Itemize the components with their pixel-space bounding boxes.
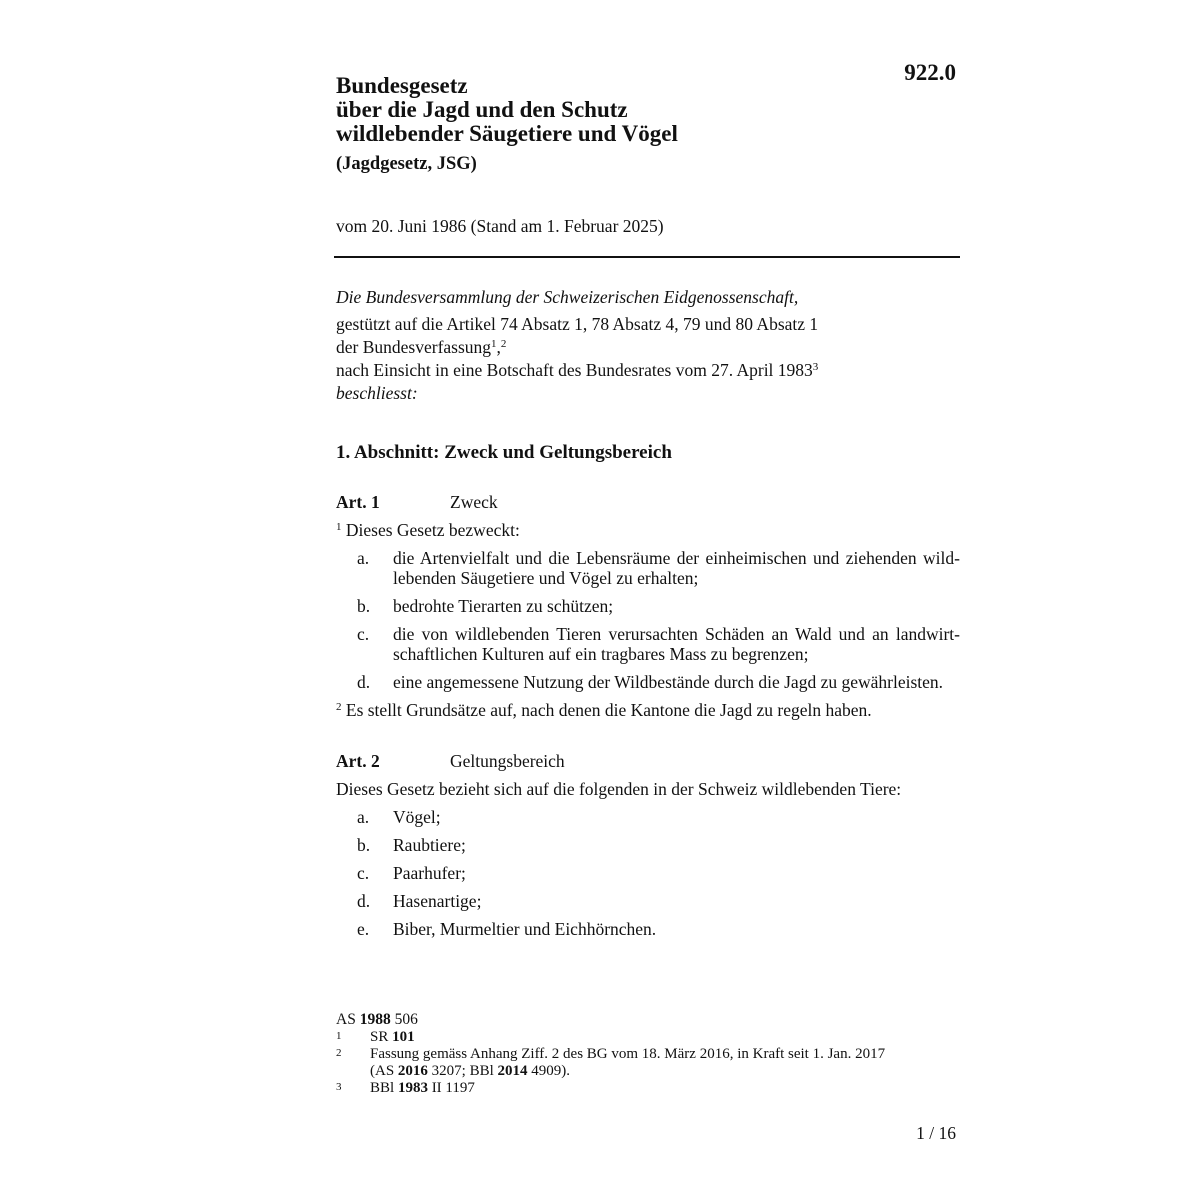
fn1-prefix: SR [370, 1029, 393, 1045]
list-letter: b. [357, 835, 371, 855]
list-item [336, 863, 960, 883]
list-text: Raubtiere; [393, 835, 466, 855]
list-text: eine angemessene Nutzung der Wildbestände durch die Jagd zu gewährleisten. [393, 672, 944, 692]
footnote-number: 3 [336, 1081, 342, 1093]
footnotes [336, 1011, 956, 1097]
fn2-line-2 [370, 1063, 956, 1080]
footnote-number: 1 [336, 1030, 342, 1042]
sr-number: 922.0 [904, 60, 956, 85]
article-1-title: Zweck [450, 492, 498, 512]
list-text: Paarhufer; [393, 863, 466, 883]
short-title: (Jagdgesetz, JSG) [336, 154, 477, 174]
date-line: vom 20. Juni 1986 (Stand am 1. Februar 2025) [336, 216, 664, 236]
list-item [336, 624, 960, 664]
paragraph-text: Dieses Gesetz bezweckt: [341, 520, 520, 540]
list-item [336, 919, 960, 939]
fn3-part: BBl [370, 1080, 398, 1096]
as-year: 1988 [359, 1011, 391, 1028]
list-letter: c. [357, 624, 370, 644]
article-1-paragraph-2 [336, 700, 960, 720]
fn2-part: (AS [370, 1063, 398, 1079]
section-heading: 1. Abschnitt: Zweck und Geltungsbereich [336, 442, 672, 463]
list-item [336, 548, 960, 588]
list-text: die von wildlebenden Tieren verursachten Schäden an Wald und an landwirt-schaftlichen Kulturen auf ein tragbares Mass zu begrenzen; [393, 624, 960, 664]
article-1-paragraph-1 [336, 520, 960, 540]
list-text: Biber, Murmeltier und Eichhörnchen. [393, 919, 657, 939]
list-letter: e. [357, 919, 370, 939]
footnote-text [370, 1029, 956, 1046]
fn3-part: II 1197 [427, 1080, 475, 1096]
list-letter: c. [357, 863, 370, 883]
fn2-part: 4909). [527, 1063, 571, 1079]
footnote-ref-2[interactable]: 2 [500, 338, 507, 350]
fn2-bold: 2014 [497, 1063, 528, 1079]
footnote-text [370, 1046, 956, 1080]
article-1 [336, 492, 960, 728]
fn2-bold: 2016 [397, 1063, 428, 1079]
preamble-basis-line-1: gestützt auf die Artikel 74 Absatz 1, 78 Absatz 4, 79 und 80 Absatz 1 [336, 314, 819, 334]
article-2-title: Geltungsbereich [450, 751, 565, 771]
fn1-bold: 101 [392, 1029, 415, 1045]
footnote-text [370, 1080, 956, 1097]
list-text: die Artenvielfalt und die Lebensräume der einheimischen und ziehenden wild-lebenden Säugetiere und Vögel zu erhalten; [393, 548, 960, 588]
footnote-ref-3[interactable]: 3 [812, 361, 819, 373]
article-2-heading [336, 751, 960, 771]
list-letter: d. [357, 891, 371, 911]
preamble-message [336, 359, 818, 382]
list-item [336, 672, 960, 692]
paragraph-number: 1 [336, 521, 342, 533]
list-item [336, 835, 960, 855]
official-compilation-ref [336, 1011, 956, 1028]
title-line-1: Bundesgesetz [336, 73, 468, 98]
title-line-3: wildlebender Säugetiere und Vögel [336, 121, 678, 146]
article-1-heading [336, 492, 960, 512]
list-item [336, 891, 960, 911]
fn2-part: 3207; BBl [427, 1063, 498, 1079]
paragraph-text: Es stellt Grundsätze auf, nach denen die Kantone die Jagd zu regeln haben. [341, 700, 872, 720]
list-letter: a. [357, 548, 370, 568]
preamble-authority: Die Bundesversammlung der Schweizerischen Eidgenossenschaft, [336, 287, 799, 307]
paragraph-number: 2 [336, 701, 342, 713]
fn2-line-1: Fassung gemäss Anhang Ziff. 2 des BG vom 18. März 2016, in Kraft seit 1. Jan. 2017 [370, 1046, 886, 1062]
footnote-ref-separator: , [496, 337, 501, 357]
list-text: bedrohte Tierarten zu schützen; [393, 596, 614, 616]
preamble-basis-line-2 [336, 336, 818, 359]
list-text: Vögel; [393, 807, 441, 827]
list-text: Hasenartige; [393, 891, 482, 911]
preamble [336, 286, 818, 405]
list-letter: a. [357, 807, 370, 827]
list-item [336, 807, 960, 827]
header-divider [334, 256, 960, 258]
article-1-number: Art. 1 [336, 492, 380, 512]
preamble-resolves: beschliesst: [336, 383, 418, 403]
article-2 [336, 751, 960, 947]
list-letter: b. [357, 596, 371, 616]
article-2-number: Art. 2 [336, 751, 380, 771]
as-page: 506 [390, 1011, 418, 1028]
page-number: 1 / 16 [916, 1123, 956, 1143]
footnote-1 [336, 1029, 956, 1046]
title-line-2: über die Jagd und den Schutz [336, 97, 628, 122]
preamble-message-text: nach Einsicht in eine Botschaft des Bundesrates vom 27. April 1983 [336, 360, 813, 380]
preamble-basis-text: der Bundesverfassung [336, 337, 492, 357]
fn3-bold: 1983 [397, 1080, 428, 1096]
list-letter: d. [357, 672, 371, 692]
as-prefix: AS [336, 1011, 360, 1028]
footnote-2 [336, 1046, 956, 1080]
footnote-number: 2 [336, 1047, 342, 1059]
list-item [336, 596, 960, 616]
article-2-intro: Dieses Gesetz bezieht sich auf die folgenden in der Schweiz wildlebenden Tiere: [336, 779, 902, 799]
law-title [336, 74, 678, 146]
footnote-ref-1[interactable]: 1 [491, 338, 497, 350]
footnote-3 [336, 1080, 956, 1097]
